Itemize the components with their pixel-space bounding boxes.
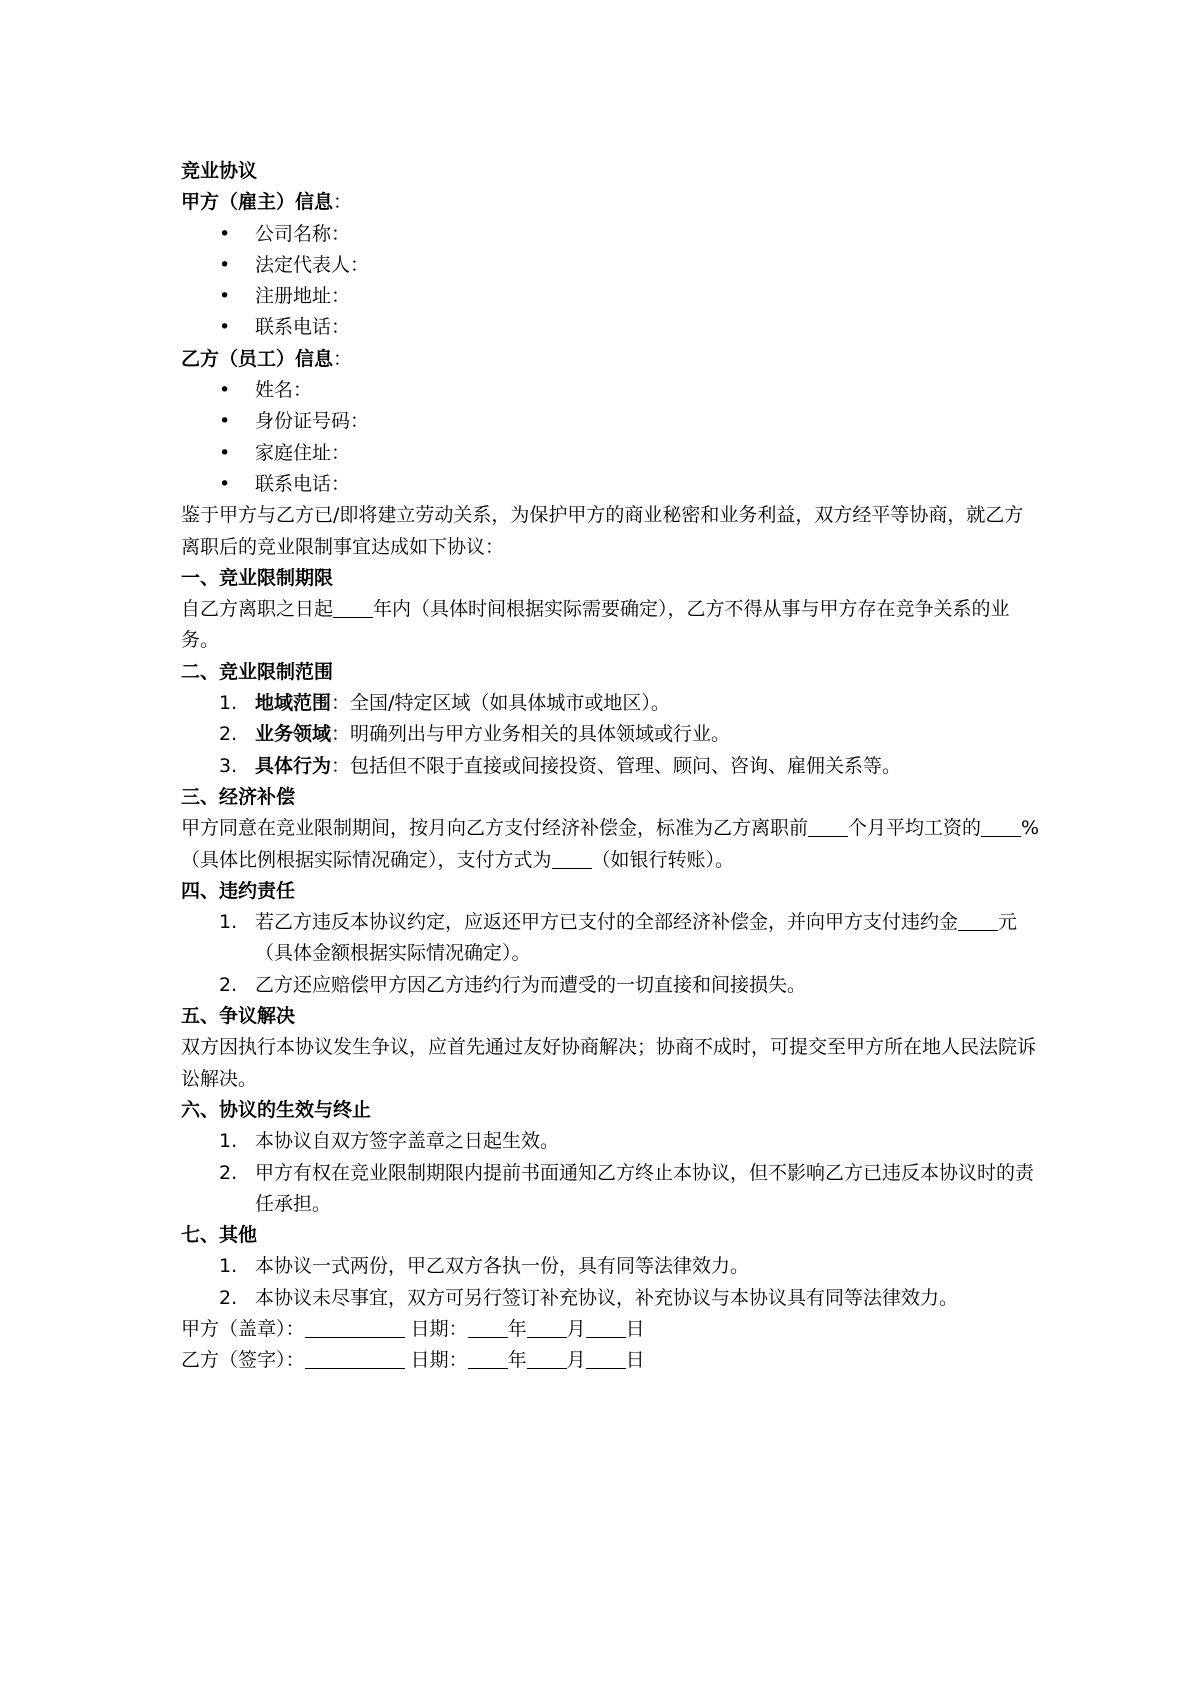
section-7-list	[181, 1251, 1041, 1314]
paragraph-text: 个月平均工资的	[848, 817, 982, 840]
item-text: 本协议自双方签字盖章之日起生效。	[255, 1130, 560, 1153]
signature-label: 乙方（签字）：	[181, 1349, 305, 1372]
item-number: 2.	[219, 973, 238, 996]
blank-field[interactable]	[958, 911, 998, 931]
list-item	[181, 751, 1041, 782]
day-label: 日	[625, 1317, 645, 1340]
field-label: 家庭住址：	[255, 441, 351, 464]
list-item	[181, 438, 1041, 469]
day-label: 日	[625, 1349, 645, 1372]
signature-line-party-a	[181, 1314, 1041, 1345]
section-heading: 七、其他	[181, 1224, 258, 1247]
item-number: 3.	[219, 754, 238, 777]
party-a-field-list	[181, 219, 1041, 344]
bullet-icon: •	[219, 222, 231, 245]
month-label: 月	[566, 1349, 586, 1372]
date-label: 日期：	[410, 1317, 468, 1340]
section-heading: 四、违约责任	[181, 879, 296, 902]
list-item	[181, 907, 1041, 970]
section-4-list	[181, 907, 1041, 1001]
bullet-icon: •	[219, 316, 231, 339]
section-heading: 二、竞业限制范围	[181, 660, 334, 683]
blank-field[interactable]	[981, 817, 1021, 837]
field-label: 法定代表人：	[255, 253, 370, 276]
section-6-list	[181, 1126, 1041, 1220]
section-heading: 一、竞业限制期限	[181, 566, 334, 589]
day-field[interactable]	[586, 1349, 626, 1369]
month-label: 月	[566, 1317, 586, 1340]
field-label: 联系电话：	[255, 472, 351, 495]
intro-paragraph: 鉴于甲方与乙方已/即将建立劳动关系，为保护甲方的商业秘密和业务利益，双方经平等协商，就乙方离职后的竞业限制事宜达成如下协议：	[181, 504, 1024, 558]
section-5-paragraph: 双方因执行本协议发生争议，应首先通过友好协商解决；协商不成时，可提交至甲方所在地人民法院诉讼解决。	[181, 1036, 1037, 1090]
item-label: 具体行为	[255, 754, 332, 777]
item-number: 1.	[219, 692, 238, 715]
month-field[interactable]	[527, 1349, 567, 1369]
year-field[interactable]	[468, 1318, 508, 1338]
item-number: 2.	[219, 1161, 238, 1184]
paragraph-text: 甲方同意在竞业限制期间，按月向乙方支付经济补偿金，标准为乙方离职前	[181, 817, 809, 840]
list-item	[181, 1283, 1041, 1314]
list-item	[181, 469, 1041, 500]
bullet-icon: •	[219, 285, 231, 308]
item-text: 甲方有权在竞业限制期限内提前书面通知乙方终止本协议，但不影响乙方已违反本协议时的责任承担。	[255, 1161, 1035, 1215]
section-heading: 五、争议解决	[181, 1005, 296, 1028]
signature-field[interactable]	[305, 1318, 405, 1338]
document-title: 竞业协议	[181, 160, 258, 182]
party-b-heading-colon: ：	[333, 347, 353, 370]
party-a-heading-text: 甲方（雇主）信息	[181, 191, 334, 214]
list-item	[181, 250, 1041, 281]
list-item	[181, 1126, 1041, 1157]
item-number: 1.	[219, 1255, 238, 1278]
section-heading: 六、协议的生效与终止	[181, 1098, 372, 1121]
blank-field[interactable]	[333, 598, 373, 618]
bullet-icon: •	[219, 410, 231, 433]
paragraph-text: （如银行转账）。	[591, 848, 735, 871]
paragraph-text: %（具体比例根据实际情况确定），支付方式为	[181, 817, 1040, 871]
item-text: 本协议一式两份，甲乙双方各执一份，具有同等法律效力。	[255, 1255, 750, 1278]
item-number: 1.	[219, 911, 238, 934]
list-item	[181, 688, 1041, 719]
section-1-paragraph	[181, 594, 1041, 657]
bullet-icon: •	[219, 379, 231, 402]
list-item	[181, 375, 1041, 406]
bullet-icon: •	[219, 441, 231, 464]
item-label: 地域范围	[255, 692, 332, 715]
party-b-heading-text: 乙方（员工）信息	[181, 347, 334, 370]
list-item	[181, 406, 1041, 437]
list-item	[181, 281, 1041, 312]
list-item	[181, 1158, 1041, 1221]
month-field[interactable]	[527, 1318, 567, 1338]
party-b-field-list	[181, 375, 1041, 500]
item-text: 元（具体金额根据实际情况确定）。	[255, 911, 1018, 965]
signature-line-party-b	[181, 1345, 1041, 1376]
list-item	[181, 1251, 1041, 1282]
item-text: 若乙方违反本协议约定，应返还甲方已支付的全部经济补偿金，并向甲方支付违约金	[255, 911, 959, 934]
list-item	[181, 219, 1041, 250]
field-label: 身份证号码：	[255, 410, 370, 433]
item-number: 2.	[219, 1286, 238, 1309]
date-label: 日期：	[410, 1349, 468, 1372]
item-text: 本协议未尽事宜，双方可另行签订补充协议，补充协议与本协议具有同等法律效力。	[255, 1286, 959, 1309]
year-field[interactable]	[468, 1349, 508, 1369]
list-item	[181, 312, 1041, 343]
blank-field[interactable]	[808, 817, 848, 837]
signature-field[interactable]	[305, 1349, 405, 1369]
list-item	[181, 719, 1041, 750]
document-page	[181, 156, 1041, 1377]
paragraph-text: 年内（具体时间根据实际需要确定），乙方不得从事与甲方存在竞争关系的业务。	[181, 598, 1010, 652]
day-field[interactable]	[586, 1318, 626, 1338]
section-2-list	[181, 688, 1041, 782]
item-text: ：包括但不限于直接或间接投资、管理、顾问、咨询、雇佣关系等。	[331, 754, 902, 777]
item-label: 业务领域	[255, 723, 332, 746]
bullet-icon: •	[219, 253, 231, 276]
bullet-icon: •	[219, 472, 231, 495]
field-label: 姓名：	[255, 379, 313, 402]
item-number: 1.	[219, 1130, 238, 1153]
signature-label: 甲方（盖章）：	[181, 1317, 305, 1340]
item-number: 2.	[219, 723, 238, 746]
year-label: 年	[507, 1349, 527, 1372]
field-label: 公司名称：	[255, 222, 351, 245]
year-label: 年	[507, 1317, 527, 1340]
item-text: ：全国/特定区域（如具体城市或地区）。	[331, 692, 670, 715]
item-text: 乙方还应赔偿甲方因乙方违约行为而遭受的一切直接和间接损失。	[255, 973, 807, 996]
section-3-paragraph	[181, 813, 1041, 876]
item-text: ：明确列出与甲方业务相关的具体领域或行业。	[331, 723, 731, 746]
field-label: 联系电话：	[255, 316, 351, 339]
paragraph-text: 自乙方离职之日起	[181, 598, 334, 621]
party-a-heading-colon: ：	[333, 191, 353, 214]
party-a-heading	[181, 187, 1041, 218]
section-heading: 三、经济补偿	[181, 785, 296, 808]
list-item	[181, 970, 1041, 1001]
field-label: 注册地址：	[255, 285, 351, 308]
party-b-heading	[181, 344, 1041, 375]
blank-field[interactable]	[552, 849, 592, 869]
